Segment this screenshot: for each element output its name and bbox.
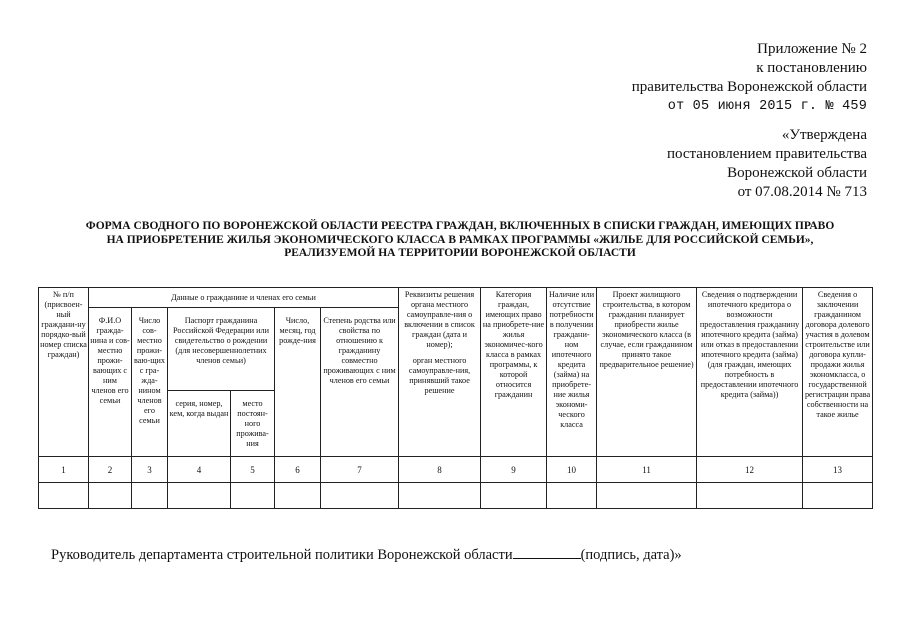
header-row-1 (39, 288, 873, 308)
appendix-authority: правительства Воронежской области (631, 79, 867, 95)
appendix-date: от 05 июня 2015 г. № 459 (667, 99, 867, 114)
form-title (50, 220, 870, 261)
group-header-citizen: Данные о гражданине и членах его семьи (89, 288, 399, 308)
col-header-3: Число сов-местно прожи-ваю-щих с гра-жда-нином членов его семьи (132, 308, 168, 457)
empty-cell (231, 483, 275, 509)
empty-cell (547, 483, 597, 509)
empty-cell (803, 483, 873, 509)
form-title-line-3: РЕАЛИЗУЕМОЙ НА ТЕРРИТОРИИ ВОРОНЕЖСКОЙ ОБЛАСТИ (284, 247, 636, 259)
col-header-4: серия, номер, кем, когда выдан (168, 391, 231, 457)
empty-cell (39, 483, 89, 509)
column-number-row (39, 457, 873, 483)
approval-resolution: постановлением правительства (666, 146, 867, 162)
column-number: 1 (39, 457, 89, 483)
empty-cell (89, 483, 132, 509)
empty-cell (697, 483, 803, 509)
approval-region: Воронежской области (727, 165, 867, 181)
col-header-5: место постоян-ного прожива-ния (231, 391, 275, 457)
empty-cell (168, 483, 231, 509)
signature-position: Руководитель департамента строительной политики Воронежской области (51, 547, 513, 563)
column-number: 9 (481, 457, 547, 483)
col-header-11: Проект жилищного строительства, в котором гражданин планирует приобрести жилье экономического класса (в случае, если гражданином принято такое предварительное решение) (597, 288, 697, 457)
column-number: 5 (231, 457, 275, 483)
col-header-10: Наличие или отсутствие потребности в получении граждани-ном ипотечного кредита (займа) на приобрете-ние жилья экономи-ческого класса (547, 288, 597, 457)
column-number: 4 (168, 457, 231, 483)
col-header-2: Ф.И.О гражда-нина и сов-местно прожи-вающих с ним членов его семьи (89, 308, 132, 457)
empty-cell (275, 483, 321, 509)
col-header-12: Сведения о подтверждении ипотечного кредитора о возможности предоставления гражданину ипотечного кредита (займа) или отказ в предоставлении ипотечного кредита (займа) (для граждан, имеющих потребность в предоставлении ипотечного кредита (займа)) (697, 288, 803, 457)
appendix-number: Приложение № 2 (757, 41, 867, 57)
registry-table (38, 287, 873, 509)
column-number: 3 (132, 457, 168, 483)
col-header-8-part-a: Реквизиты решения органа местного самоуправле-ния о включении в список граждан (дата и номер); (404, 290, 475, 349)
signature-line (51, 546, 871, 564)
col-header-8 (399, 288, 481, 457)
column-number: 7 (321, 457, 399, 483)
col-header-9: Категория граждан, имеющих право на приобрете-ние жилья экономичес-кого класса в рамках программы, к которой относится гражданин (481, 288, 547, 457)
empty-data-row (39, 483, 873, 509)
column-number: 12 (697, 457, 803, 483)
empty-cell (399, 483, 481, 509)
empty-cell (321, 483, 399, 509)
empty-cell (481, 483, 547, 509)
col-header-1: № п/п (присвоен-ный граждани-ну порядко-вый номер списка граждан) (39, 288, 89, 457)
column-number: 10 (547, 457, 597, 483)
column-number: 8 (399, 457, 481, 483)
approval-date: от 07.08.2014 № 713 (737, 184, 867, 200)
column-number: 13 (803, 457, 873, 483)
empty-cell (597, 483, 697, 509)
col-header-13: Сведения о заключении гражданином договора долевого участия в долевом строительстве или договора купли-продажи жилья экономкласса, о государственной регистрации права собственности на такое жилье (803, 288, 873, 457)
column-number: 6 (275, 457, 321, 483)
column-number: 2 (89, 457, 132, 483)
signature-hint: (подпись, дата)» (580, 547, 682, 563)
form-title-line-2: НА ПРИОБРЕТЕНИЕ ЖИЛЬЯ ЭКОНОМИЧЕСКОГО КЛАССА В РАМКАХ ПРОГРАММЫ «ЖИЛЬЕ ДЛЯ РОССИЙСКОЙ СЕМЬИ», (106, 233, 814, 246)
approval-block (507, 126, 867, 202)
empty-cell (132, 483, 168, 509)
col-header-7: Степень родства или свойства по отношению к гражданину совместно проживающих с ним членов его семьи (321, 308, 399, 457)
column-number: 11 (597, 457, 697, 483)
appendix-header (537, 40, 867, 116)
col-header-8-part-b: орган местного самоуправле-ния, принявший такое решение (408, 356, 471, 395)
approval-title: «Утверждена (781, 127, 867, 143)
signature-blank (513, 546, 581, 559)
col-header-6: Число, месяц, год рожде-ния (275, 308, 321, 457)
appendix-ref: к постановлению (756, 60, 867, 76)
form-title-line-1: ФОРМА СВОДНОГО ПО ВОРОНЕЖСКОЙ ОБЛАСТИ РЕЕСТРА ГРАЖДАН, ВКЛЮЧЕННЫХ В СПИСКИ ГРАЖДАН, ИМЕЮЩИХ ПРАВО (85, 220, 835, 232)
col-header-passport: Паспорт гражданина Российской Федерации или свидетельство о рождении (для несовершеннолетних членов семьи) (168, 308, 275, 391)
